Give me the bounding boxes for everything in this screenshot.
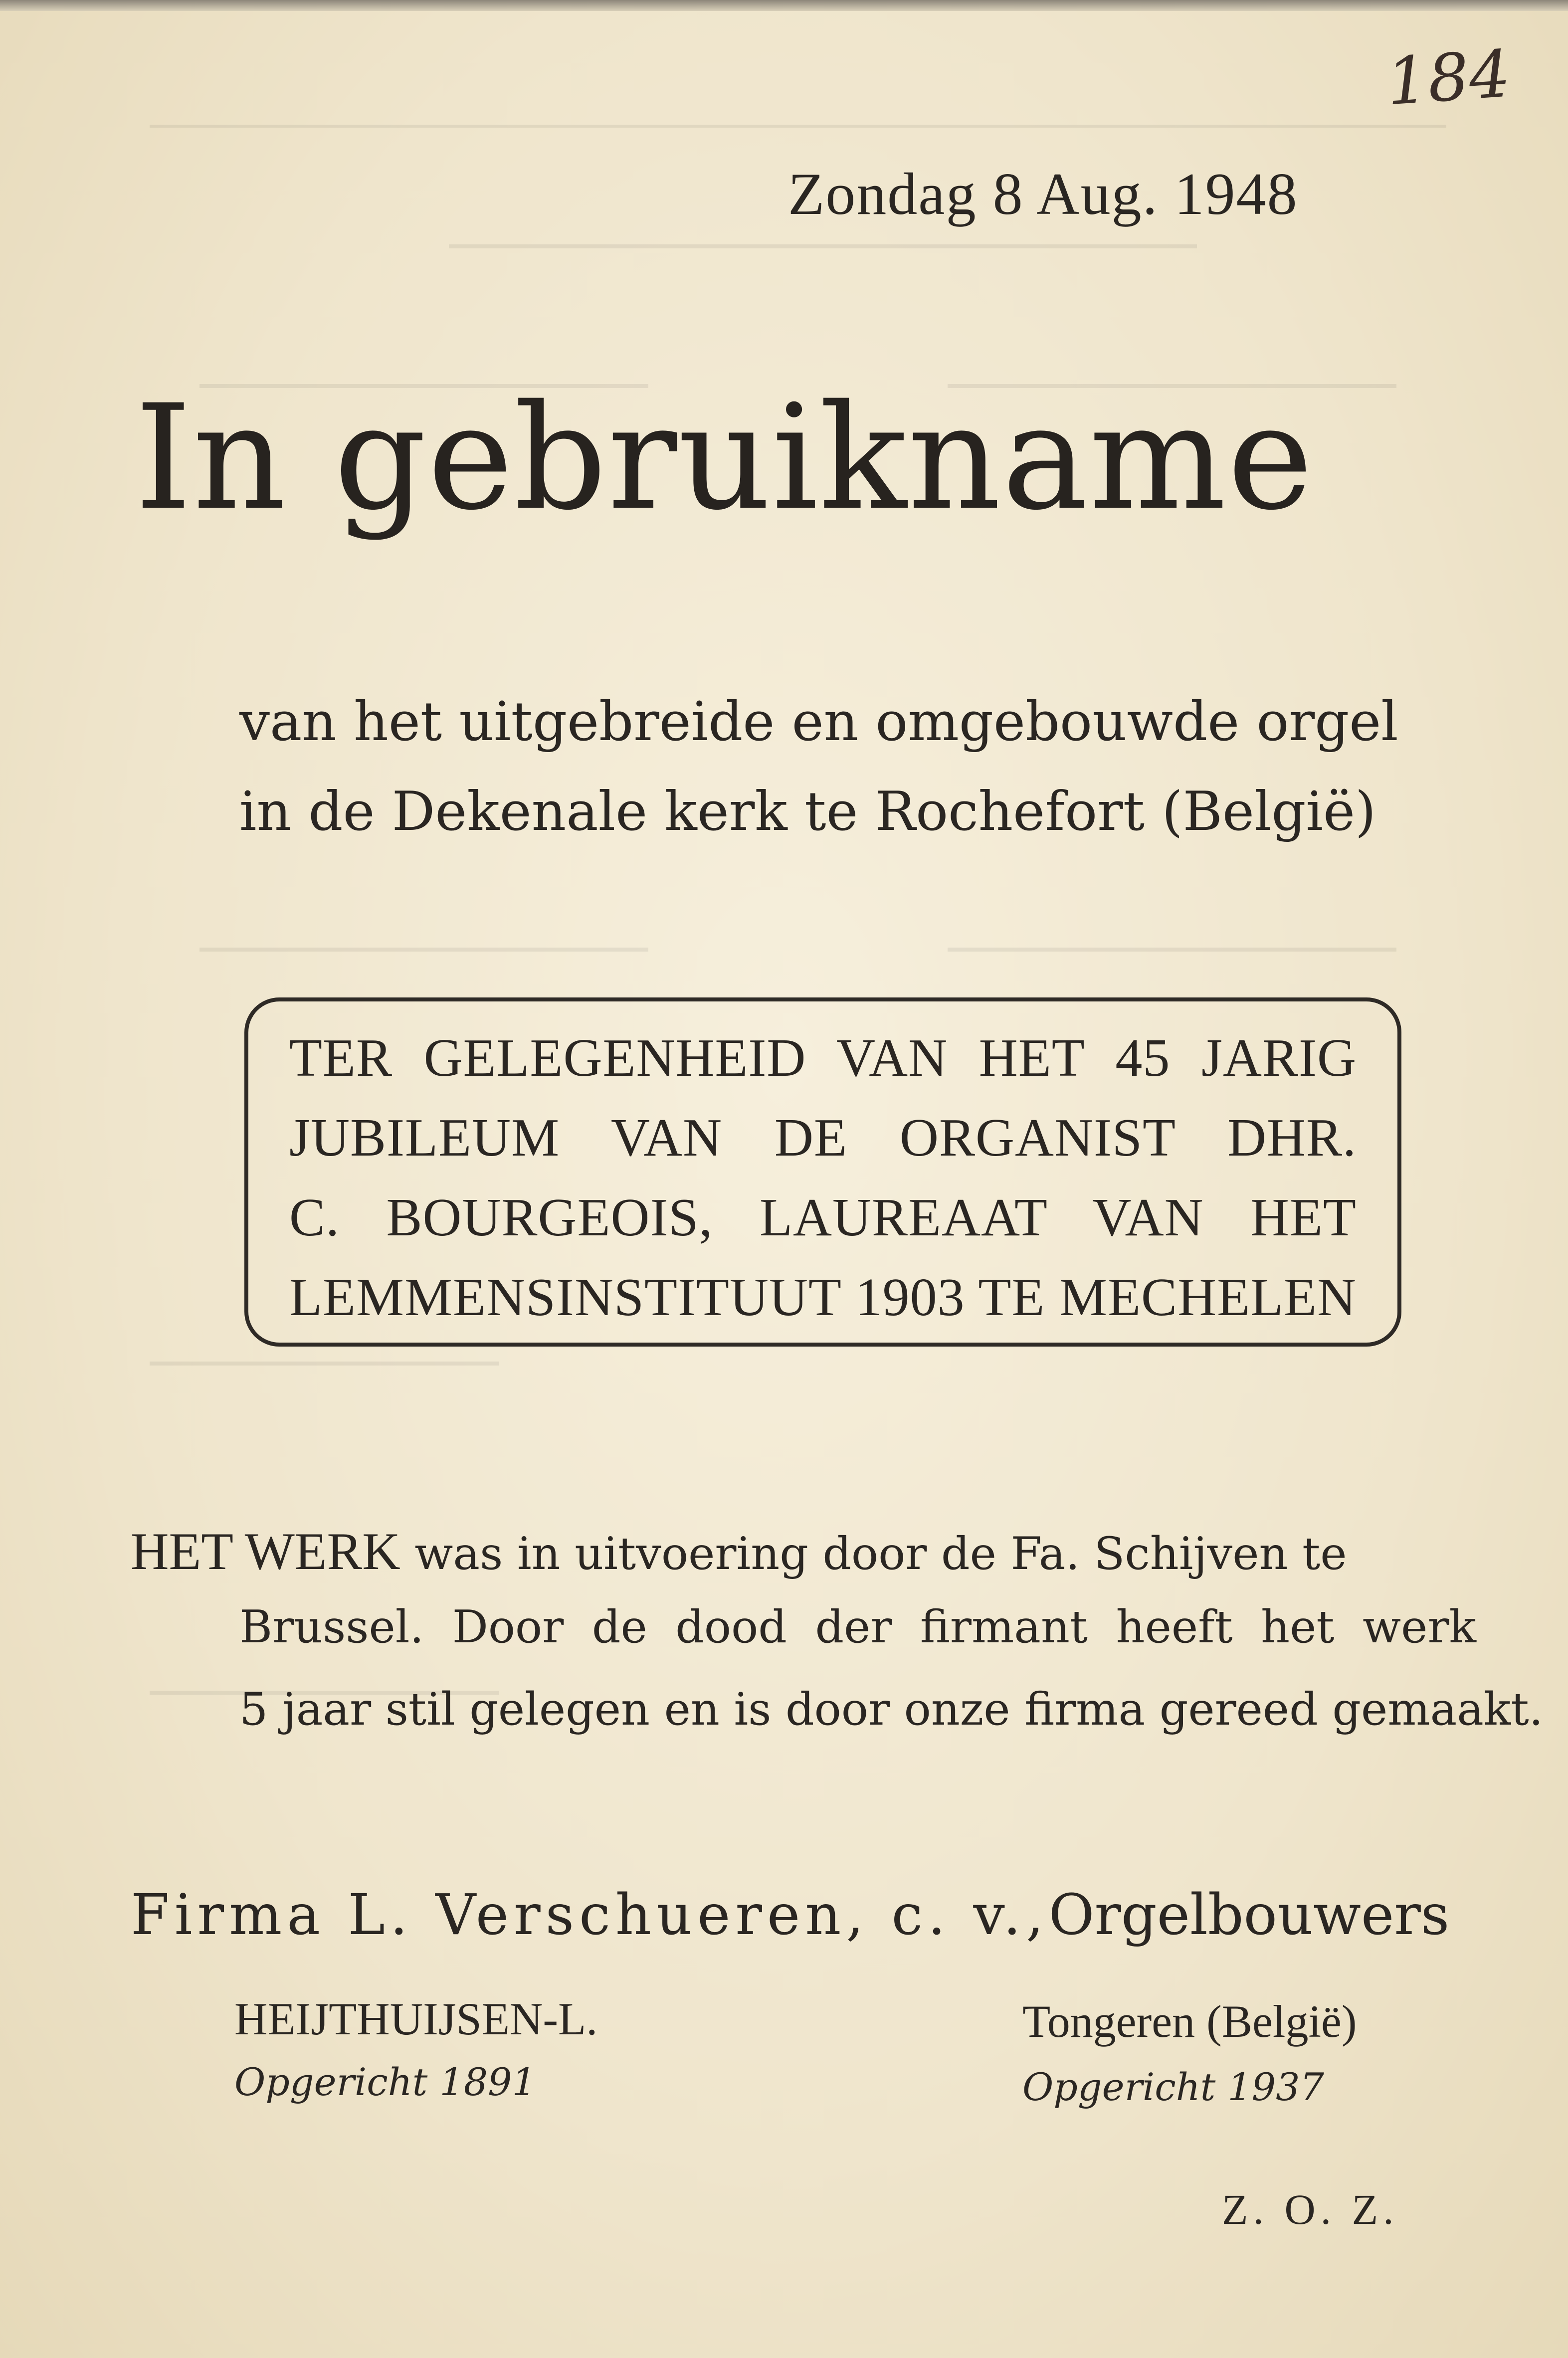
work-paragraph-line-3: 5 jaar stil gelegen en is door onze firma gereed gemaakt. bbox=[239, 1683, 1544, 1736]
subtitle-line-1: van het uitgebreide en omgebouwde orgel bbox=[239, 691, 1398, 753]
firm-line bbox=[131, 1883, 1450, 1948]
notice-line-1: TER GELEGENHEID VAN HET 45 JARIG bbox=[289, 1028, 1357, 1088]
subtitle-line-2: in de Dekenale kerk te Rochefort (België) bbox=[239, 781, 1376, 843]
notice-line-4: LEMMENSINSTITUUT 1903 TE MECHELEN bbox=[289, 1268, 1357, 1327]
notice-line-3: C. BOURGEOIS, LAUREAAT VAN HET bbox=[289, 1188, 1357, 1247]
founded-right: Opgericht 1937 bbox=[1022, 2065, 1324, 2109]
event-date: Zondag 8 Aug. 1948 bbox=[788, 161, 1298, 227]
location-right: Tongeren (België) bbox=[1022, 1996, 1357, 2047]
paper-top-edge bbox=[0, 0, 1568, 11]
work-paragraph-line-1 bbox=[131, 1521, 1347, 1582]
page-title: In gebruikname bbox=[135, 374, 1314, 542]
firm-name: Firma L. Verschueren, c. v., bbox=[131, 1883, 1049, 1948]
location-left: HEIJTHUIJSEN-L. bbox=[234, 1993, 598, 2044]
founded-left: Opgericht 1891 bbox=[234, 2060, 536, 2104]
work-lead: HET WERK bbox=[131, 1522, 400, 1580]
continue-overleaf: Z. O. Z. bbox=[1222, 2185, 1399, 2233]
notice-line-2: JUBILEUM VAN DE ORGANIST DHR. bbox=[289, 1108, 1357, 1168]
work-paragraph-line-2: Brussel. Door de dood der firmant heeft het werk bbox=[239, 1601, 1476, 1653]
firm-trade: Orgelbouwers bbox=[1048, 1883, 1450, 1948]
work-line-1-text: was in uitvoering door de Fa. Schijven te bbox=[400, 1528, 1347, 1580]
handwritten-number: 184 bbox=[1384, 35, 1513, 120]
